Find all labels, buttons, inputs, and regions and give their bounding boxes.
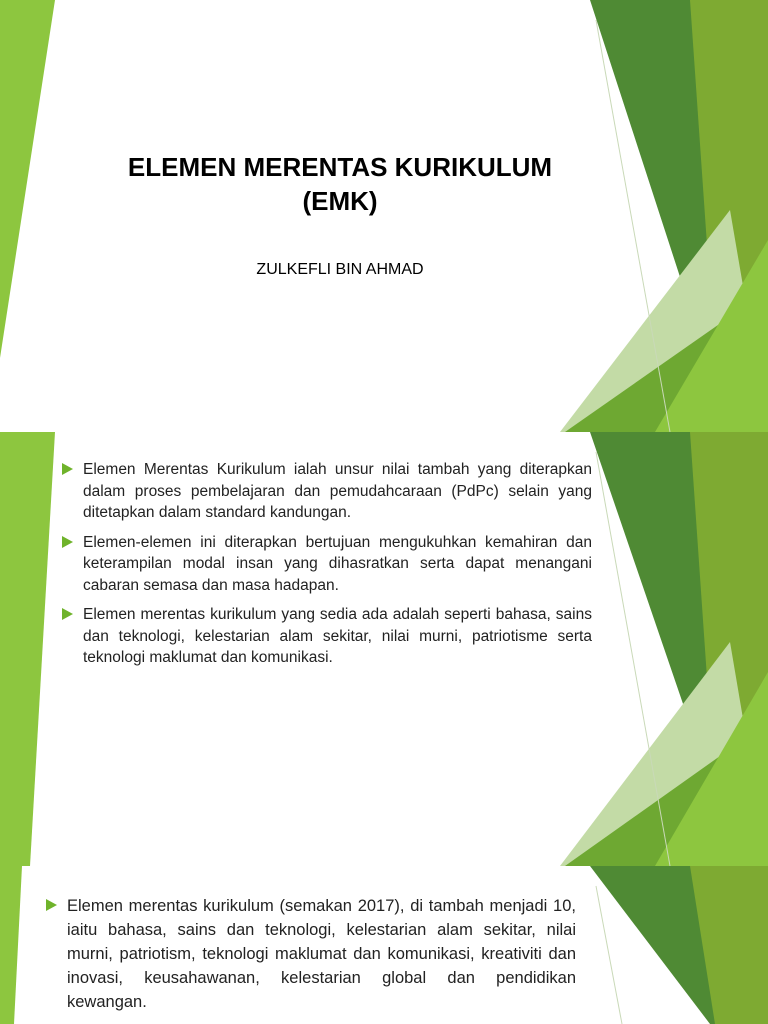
bullet-arrow-icon bbox=[46, 899, 57, 911]
left-green-band bbox=[0, 866, 22, 1024]
list-item bbox=[62, 604, 592, 669]
bullet-list bbox=[46, 894, 576, 1022]
title-line-1: ELEMEN MERENTAS KURIKULUM bbox=[127, 152, 553, 182]
left-green-band bbox=[0, 0, 55, 358]
slide-title bbox=[0, 0, 768, 432]
slide-revision-2017 bbox=[0, 866, 768, 1024]
right-thin-line bbox=[596, 886, 622, 1024]
bullet-text: Elemen merentas kurikulum yang sedia ada adalah seperti bahasa, sains dan teknologi, kelestarian alam sekitar, nilai murni, patriotisme serta teknologi maklumat dan komunikasi. bbox=[83, 606, 592, 666]
bullet-arrow-icon bbox=[62, 536, 73, 548]
list-item bbox=[62, 459, 592, 524]
bullet-list bbox=[62, 459, 592, 677]
slide-title-heading bbox=[60, 150, 620, 218]
title-line-2: (EMK) bbox=[302, 186, 378, 216]
bullet-arrow-icon bbox=[62, 463, 73, 475]
slide-definition bbox=[0, 432, 768, 866]
left-green-band bbox=[0, 432, 55, 866]
bullet-arrow-icon bbox=[62, 608, 73, 620]
list-item bbox=[62, 532, 592, 597]
bullet-text: Elemen-elemen ini diterapkan bertujuan mengukuhkan kemahiran dan keterampilan modal insan yang dihasratkan serta dapat menangani cabaran semasa dan masa hadapan. bbox=[83, 533, 592, 594]
bullet-text: Elemen merentas kurikulum (semakan 2017), di tambah menjadi 10, iaitu bahasa, sains dan teknologi, kelestarian alam sekitar, nilai murni, patriotism, teknologi maklumat dan komunikasi, kreativiti dan inovasi, keusahawanan, kelestarian global dan pendidikan kewangan. bbox=[67, 897, 576, 1011]
author-name: ZULKEFLI BIN AHMAD bbox=[256, 261, 424, 278]
bullet-text: Elemen Merentas Kurikulum ialah unsur nilai tambah yang diterapkan dalam proses pembelajaran dan pemudahcaraan (PdPc) selain yang ditetapkan dalam standard kandungan. bbox=[83, 461, 592, 521]
list-item bbox=[46, 894, 576, 1014]
